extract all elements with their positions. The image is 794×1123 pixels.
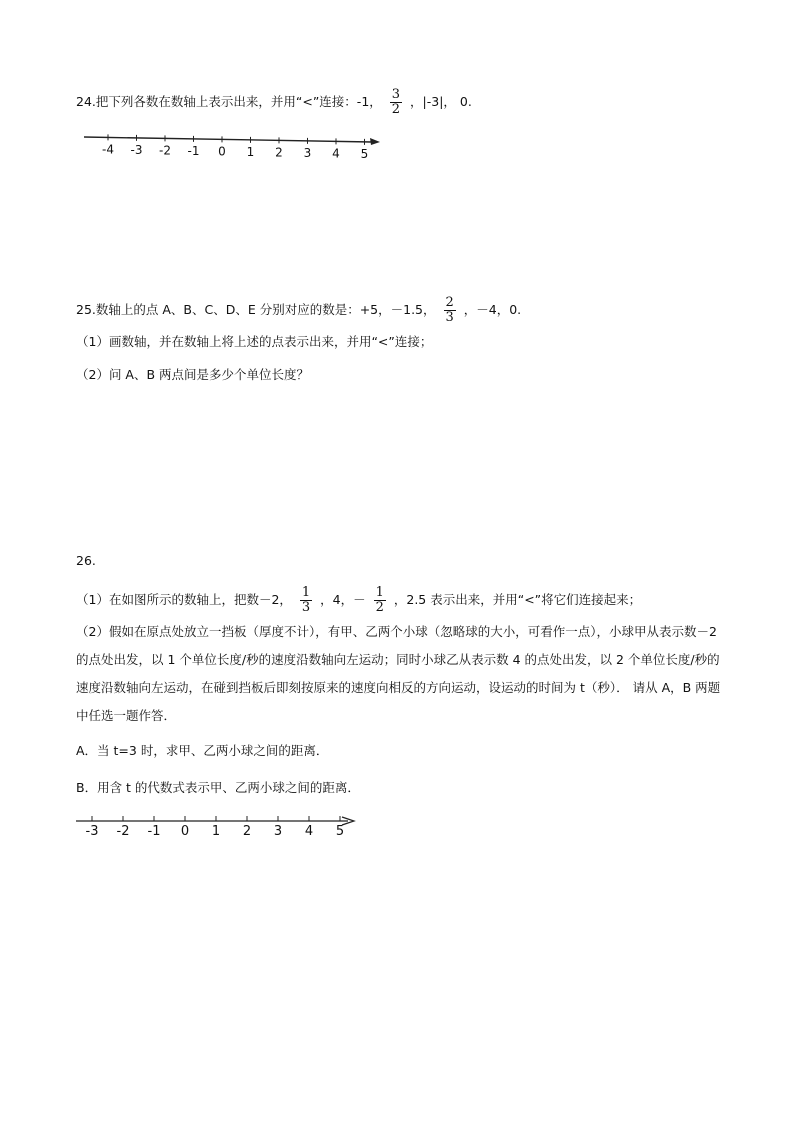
q26-fraction-one-third	[300, 586, 312, 615]
q25-line1	[76, 296, 521, 325]
q24-axis-line	[84, 137, 372, 142]
q26-axis-tick-label: 3	[273, 824, 283, 839]
q24-axis-tick-label: -4	[102, 142, 114, 157]
q26-fraction-one-half	[374, 586, 386, 615]
q25-part2: （2）问 A、B 两点间是多少个单位长度？	[76, 367, 310, 382]
q26-axis-tick-label: 2	[242, 824, 252, 839]
q25-part1: （1）画数轴，并在数轴上将上述的点表示出来，并用“<”连接；	[76, 334, 433, 349]
q26-part1-mid: ，4，－	[320, 592, 366, 607]
q25-fraction-numerator: 2	[445, 295, 454, 310]
q25-prefix: 25.数轴上的点 A、B、C、D、E 分别对应的数是：+5，－1.5，	[76, 302, 436, 317]
q24-fraction-numerator: 3	[391, 87, 401, 102]
q24-text	[76, 88, 472, 117]
q26-axis-tick-label: -3	[85, 824, 99, 839]
q26-axis-tick-label: -2	[116, 824, 130, 839]
q25-suffix: ，－4，0.	[463, 302, 522, 317]
q26-fraction2-denominator: 2	[375, 600, 384, 615]
q24-number-line	[80, 128, 400, 168]
q26-number-line	[76, 814, 376, 850]
q26-axis-ticks	[86, 816, 345, 839]
q24-axis-tick-label: 4	[332, 146, 340, 161]
q26-axis-tick-label: -1	[147, 824, 161, 839]
q26-part1-suffix: ，2.5 表示出来，并用“<”将它们连接起来；	[393, 592, 642, 607]
q24-axis-tick-label: -3	[130, 142, 143, 157]
q24-axis-tick-label: 2	[275, 145, 283, 160]
q26-fraction1-denominator: 3	[301, 600, 311, 615]
q24-axis-arrow	[370, 138, 380, 145]
q26-part2: （2）假如在原点处放立一挡板（厚度不计），有甲、乙两个小球（忽略球的大小，可看作一点），小球甲从表示数－2 的点处出发，以 1 个单位长度/秒的速度沿数轴向左运动；同时小球乙从表示数 4 的点处出发，以 2 个单位长度/秒的速度沿数轴向左运动，在碰到挡板后即刻按原来的速度向相反的方向运动，设运动的时间为 t（秒）． 请从 A，B 两题中任选一题作答．	[76, 624, 721, 723]
q26-axis-tick-label: 5	[335, 824, 345, 839]
q24-mid: ，|-3|，	[410, 94, 456, 109]
q24-axis-tick-label: -1	[187, 143, 200, 158]
q26-axis-tick-label: 1	[211, 824, 221, 839]
q26-part1	[76, 586, 641, 615]
q25-fraction	[444, 296, 456, 325]
q26-fraction1-numerator: 1	[301, 585, 311, 600]
q26-number: 26.	[76, 553, 96, 568]
q24-prefix: 24.把下列各数在数轴上表示出来，并用“<”连接：-1，	[76, 94, 382, 109]
q24-axis-tick-label: -2	[159, 143, 171, 158]
q24-axis-tick-label: 1	[246, 144, 255, 159]
q24-axis-tick-label: 0	[218, 144, 226, 159]
q24-axis-tick-label: 3	[303, 145, 312, 160]
q26-fraction2-numerator: 1	[375, 585, 384, 600]
q24-axis-tick-label: 5	[360, 146, 369, 161]
q26-axis-tick-label: 0	[180, 824, 190, 839]
q24-fraction-denominator: 2	[391, 102, 401, 117]
q26-axis-tick-label: 4	[304, 824, 314, 839]
q26-option-a: A．当 t=3 时，求甲、乙两小球之间的距离．	[76, 743, 329, 758]
q24-fraction	[390, 88, 402, 117]
q24-suffix: 0.	[459, 94, 472, 109]
q26-option-b: B．用含 t 的代数式表示甲、乙两小球之间的距离．	[76, 780, 360, 795]
q26-part1-prefix: （1）在如图所示的数轴上，把数－2，	[76, 592, 292, 607]
q25-fraction-denominator: 3	[445, 310, 454, 325]
